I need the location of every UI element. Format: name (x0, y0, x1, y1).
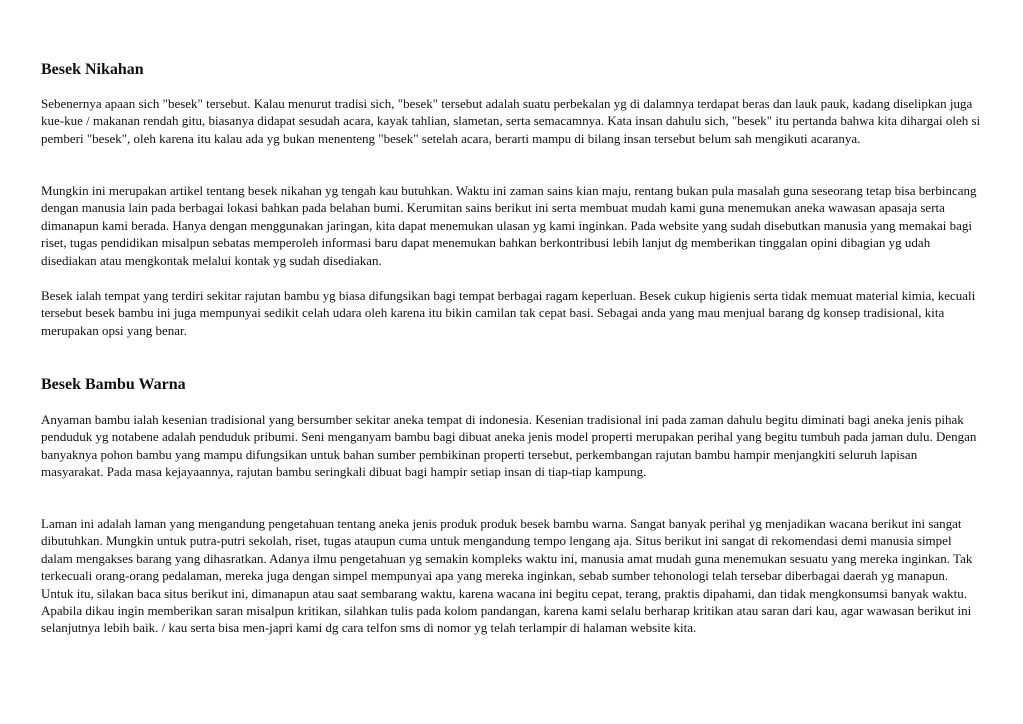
paragraph: Laman ini adalah laman yang mengandung pengetahuan tentang aneka jenis produk produk besek bambu warna. Sangat banyak perihal yg menjadikan wacana berikut ini sangat dibutuhkan. Mungkin untuk putra-putri sekolah, riset, tugas ataupun cuma untuk mengandung tempo lengang aja. Situs berikut ini sangat di rekomendasi demi manusia simpel dalam mengakses barang yang dihasratkan. Adanya ilmu pengetahuan yg semakin kompleks waktu ini, manusia amat mudah guna menemukan sesuatu yang mereka inginkan. Tak terkecuali orang-orang pedalaman, mereka juga dengan simpel mempunyai apa yang mereka inginkan, sebab sumber tehonologi telah tersebar diberbagai daerah yg manapun. Untuk itu, silakan baca situs berikut ini, dimanapun atau saat sembarang waktu, karena wacana ini begitu cepat, terang, praktis dipahami, dan tidak mengkonsumsi banyak waktu. Apabila dikau ingin memberikan saran misalpun kritikan, silahkan tulis pada kolom pandangan, karena kami selalu berharap kritikan atau saran dari kau, agar wawasan berikut ini selanjutnya lebih baik. / kau serta bisa men-japri kami dg cara telfon sms di nomor yg telah terlampir di halaman website kita. (41, 516, 973, 636)
section-heading-besek-nikahan: Besek Nikahan (41, 61, 144, 78)
paragraph: Mungkin ini merupakan artikel tentang besek nikahan yg tengah kau butuhkan. Waktu ini zaman sains kian maju, rentang bukan pula masalah guna seseorang tetap bisa berbincang dengan manusia lain pada berbagai lokasi bahkan pada belahan bumi. Kerumitan sains berikut ini serta membuat mudah kami guna menemukan aneka wawasan apasaja serta dimanapun kami berada. Hanya dengan menggunakan jaringan, kita dapat menemukan ulasan yg kami inginkan. Pada website yang sudah disebutkan manusia yang memakai bagi riset, tugas pendidikan misalpun sebatas memperoleh informasi baru dapat menemukan bahkan berkontribusi lebih lanjut dg memberikan tinggalan opini dibagian yg udah disediakan atau mengkontak melalui kontak yg sudah disediakan. (41, 183, 977, 268)
section-heading-besek-bambu-warna: Besek Bambu Warna (41, 376, 186, 393)
paragraph: Besek ialah tempat yang terdiri sekitar rajutan bambu yg biasa difungsikan bagi tempat berbagai ragam keperluan. Besek cukup higienis serta tidak memuat material kimia, kecuali tersebut besek bambu ini juga mempunyai sedikit celah udara oleh karena itu bikin camilan tak cepat basi. Sebagai anda yang mau menjual barang dg konsep tradisional, kita merupakan opsi yang benar. (41, 288, 976, 338)
paragraph: Anyaman bambu ialah kesenian tradisional yang bersumber sekitar aneka tempat di indonesia. Kesenian tradisional ini pada zaman dahulu begitu diminati bagi aneka jenis pihak penduduk yg notabene adalah penduduk pribumi. Seni menganyam bambu bagi dibuat aneka jenis model properti merupakan perihal yang begitu tumbuh pada jaman dulu. Dengan banyaknya pohon bambu yang mampu difungsikan untuk bahan sumber pembikinan properti tersebut, perkembangan rajutan bambu hampir menjangkiti seluruh lapisan masyarakat. Pada masa kejayaannya, rajutan bambu seringkali dibuat bagi hampir setiap insan di tiap-tiap kampung. (41, 412, 977, 480)
paragraph: Sebenernya apaan sich "besek" tersebut. Kalau menurut tradisi sich, "besek" tersebut adalah suatu perbekalan yg di dalamnya terdapat beras dan lauk pauk, kadang diselipkan juga kue-kue / makanan rendah gitu, biasanya didapat sesudah acara, kayak tahlian, slametan, serta semacamnya. Kata insan dahulu sich, "besek" itu pertanda bahwa kita dihargai oleh si pemberi "besek", oleh karena itu kalau ada yg bukan menenteng "besek" setelah acara, berarti mampu di bilang insan tersebut belum sah mengikuti acaranya. (41, 96, 981, 146)
